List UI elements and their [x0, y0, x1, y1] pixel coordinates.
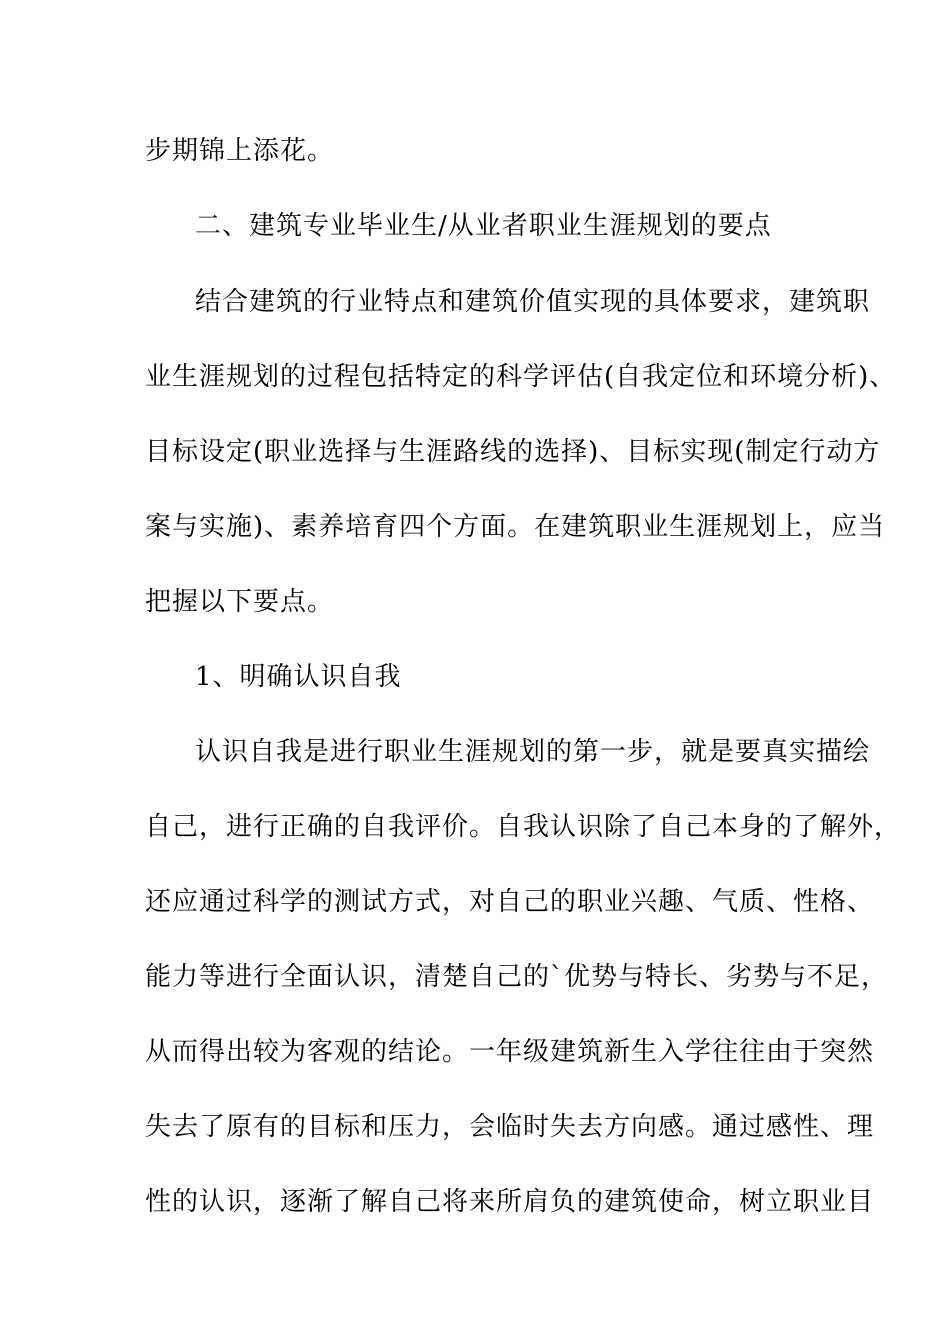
paragraph-line: 把握以下要点。 — [145, 587, 335, 617]
paragraph-line: 案与实施)、素养培育四个方面。在建筑职业生涯规划上，应当 — [145, 512, 886, 542]
paragraph-line: 结合建筑的行业特点和建筑价值实现的具体要求，建筑职 — [195, 287, 871, 317]
paragraph-line: 能力等进行全面认识，清楚自己的`优势与特长、劣势与不足， — [145, 962, 889, 992]
paragraph-line: 认识自我是进行职业生涯规划的第一步，就是要真实描绘 — [195, 737, 871, 767]
paragraph-line: 目标设定(职业选择与生涯路线的选择)、目标实现(制定行动方 — [145, 437, 881, 467]
section-heading: 二、建筑专业毕业生/从业者职业生涯规划的要点 — [195, 211, 772, 241]
subsection-heading: 1、明确认识自我 — [195, 662, 402, 692]
paragraph-line: 从而得出较为客观的结论。一年级建筑新生入学往往由于突然 — [145, 1037, 875, 1067]
paragraph-line: 自己，进行正确的自我评价。自我认识除了自己本身的了解外， — [145, 812, 902, 842]
paragraph-continuation-line: 步期锦上添花。 — [145, 136, 335, 166]
paragraph-line: 失去了原有的目标和压力，会临时失去方向感。通过感性、理 — [145, 1112, 875, 1142]
paragraph-line: 性的认识，逐渐了解自己将来所肩负的建筑使命，树立职业目 — [145, 1187, 875, 1217]
paragraph-line: 还应通过科学的测试方式，对自己的职业兴趣、气质、性格、 — [145, 887, 875, 917]
paragraph-line: 业生涯规划的过程包括特定的科学评估(自我定位和环境分析)、 — [145, 362, 897, 392]
